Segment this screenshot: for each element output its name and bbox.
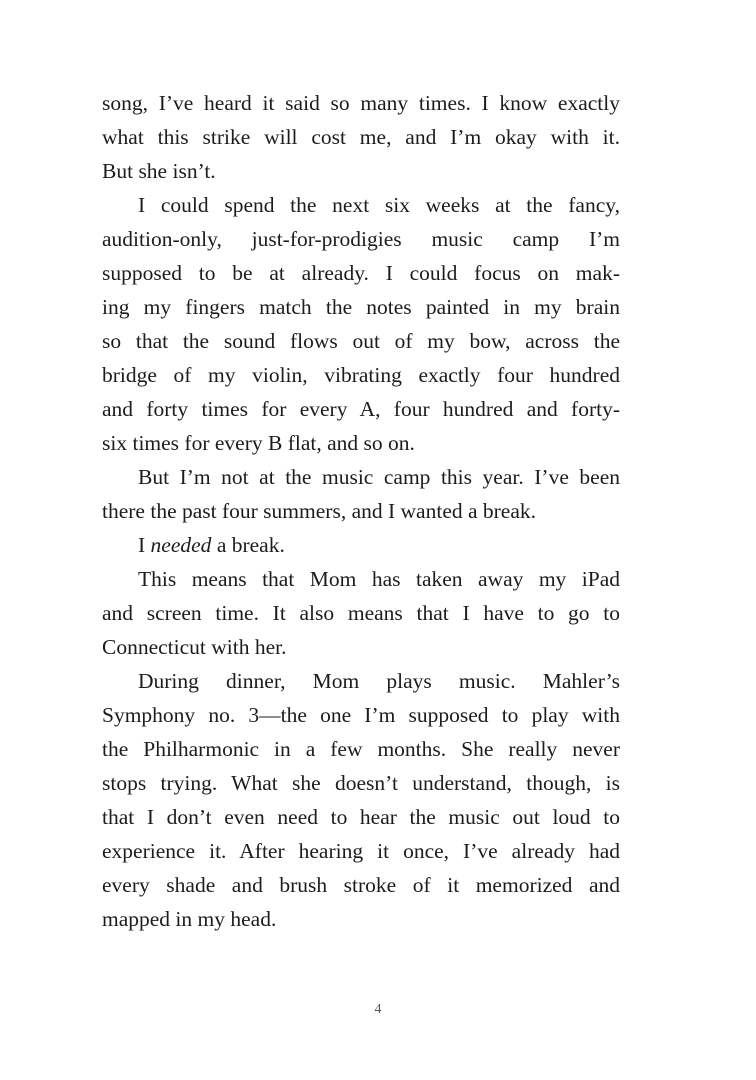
- text-line: I could spend the next six weeks at the fancy,: [138, 193, 620, 217]
- text-line: ing my fingers match the notes painted in my brain: [102, 295, 620, 319]
- body-text: [102, 86, 620, 936]
- text-line: bridge of my violin, vibrating exactly four hundred: [102, 363, 620, 387]
- page-number: 4: [374, 1002, 382, 1017]
- text-line: Symphony no. 3—the one I’m supposed to play with: [102, 703, 620, 727]
- text-line: During dinner, Mom plays music. Mahler’s: [138, 669, 620, 693]
- text-line: experience it. After hearing it once, I’ve already had: [102, 839, 620, 863]
- text-line: This means that Mom has taken away my iPad: [138, 567, 620, 591]
- text-line: supposed to be at already. I could focus on mak-: [102, 261, 620, 285]
- emphasized-word: needed: [150, 533, 212, 557]
- text-fragment: I: [138, 533, 151, 557]
- text-line: song, I’ve heard it said so many times. I know exactly: [102, 91, 620, 115]
- text-line: six times for every B flat, and so on.: [102, 431, 415, 455]
- text-line: But she isn’t.: [102, 159, 216, 183]
- text-line: and forty times for every A, four hundred and forty-: [102, 397, 620, 421]
- text-line: every shade and brush stroke of it memorized and: [102, 873, 620, 897]
- text-line: what this strike will cost me, and I’m okay with it.: [102, 125, 620, 149]
- text-line: mapped in my head.: [102, 907, 277, 931]
- text-line: [102, 528, 620, 562]
- text-fragment: a break.: [211, 533, 285, 557]
- text-line: audition-only, just-for-prodigies music camp I’m: [102, 227, 620, 251]
- text-line: the Philharmonic in a few months. She really never: [102, 737, 620, 761]
- text-line: and screen time. It also means that I have to go to: [102, 601, 620, 625]
- text-line: that I don’t even need to hear the music out loud to: [102, 805, 620, 829]
- text-line: so that the sound flows out of my bow, across the: [102, 329, 620, 353]
- text-line: But I’m not at the music camp this year. I’ve been: [138, 465, 620, 489]
- text-line: Connecticut with her.: [102, 635, 287, 659]
- text-line: there the past four summers, and I wanted a break.: [102, 499, 537, 523]
- text-line: stops trying. What she doesn’t understand, though, is: [102, 771, 620, 795]
